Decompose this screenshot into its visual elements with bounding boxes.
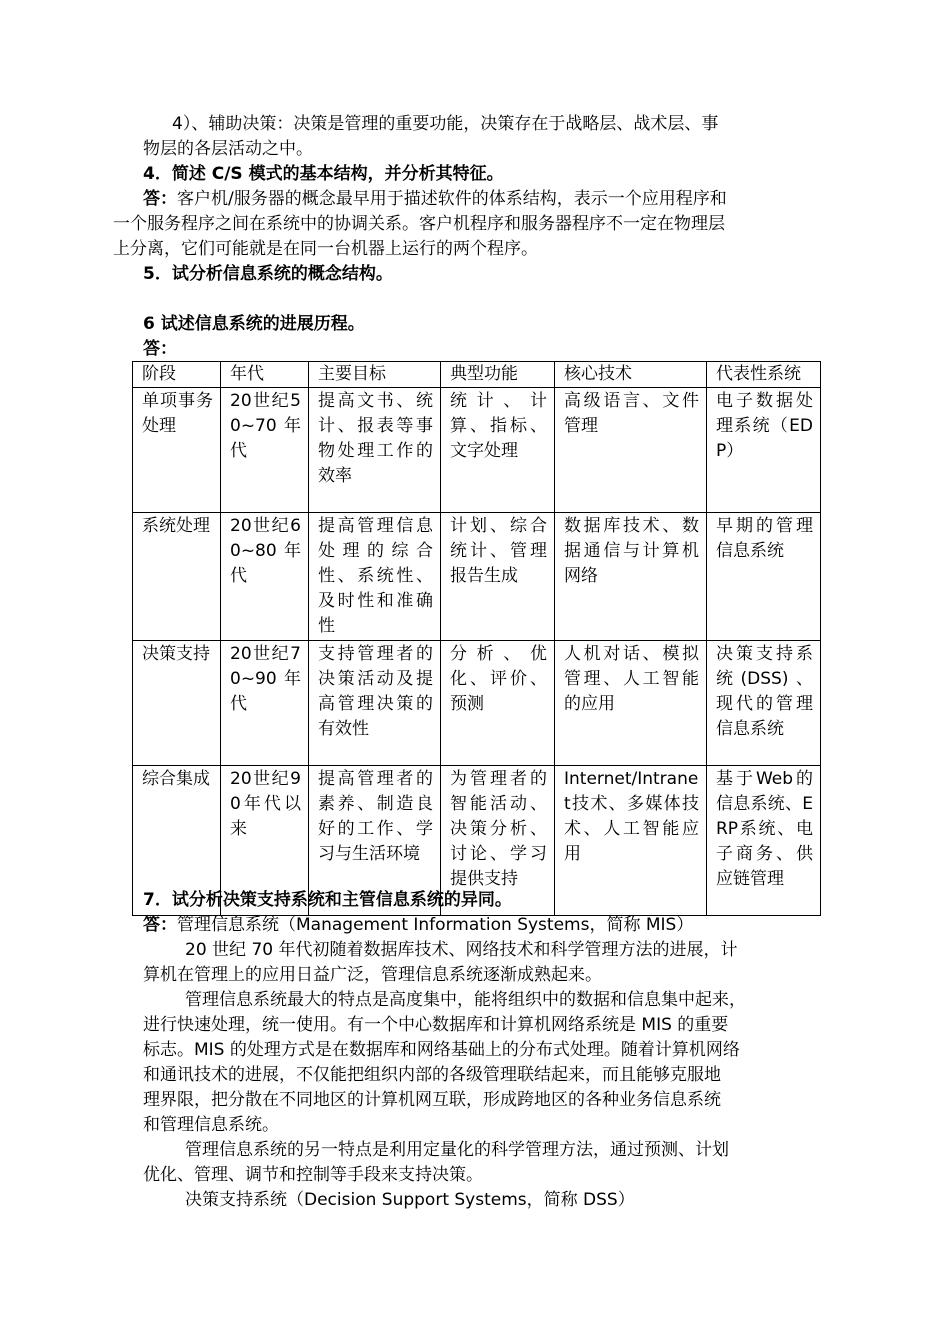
table-cell: 数据库技术、数据通信与计算机网络 [555, 513, 707, 641]
table-row [133, 513, 821, 641]
table-cell: 早期的管理信息系统 [707, 513, 821, 641]
question-heading: 6 试述信息系统的进展历程。 [143, 314, 365, 334]
table-cell: 20世纪90年代以来 [221, 766, 309, 916]
table-row [133, 388, 821, 513]
table-cell: 电子数据处理系统（EDP） [707, 388, 821, 513]
table-cell: 计划、综合统计、管理报告生成 [441, 513, 555, 641]
table-header-row [133, 362, 821, 388]
text-line: 客户机/服务器的概念最早用于描述软件的体系结构，表示一个应用程序和 [177, 189, 727, 209]
table-cell: 提高管理信息处理的综合性、系统性、及时性和准确性 [309, 513, 441, 641]
text-line: 一个服务程序之间在系统中的协调关系。客户机程序和服务器程序不一定在物理层 [113, 214, 725, 234]
text-line: 决策支持系统（Decision Support Systems，简称 DSS） [185, 1190, 635, 1210]
text-line: 标志。MIS 的处理方式是在数据库和网络基础上的分布式处理。随着计算机网络 [143, 1040, 740, 1060]
table-cell: 支持管理者的决策活动及提高管理决策的有效性 [309, 641, 441, 766]
table-cell: 单项事务处理 [133, 388, 221, 513]
text-line: 4）、辅助决策：决策是管理的重要功能，决策存在于战略层、战术层、事 [172, 114, 719, 134]
answer-label: 答： [143, 339, 177, 359]
text-line: 优化、管理、调节和控制等手段来支持决策。 [143, 1165, 483, 1185]
header-cell: 主要目标 [309, 362, 441, 388]
table-cell: 基于Web的信息系统、ERP系统、电子商务、供应链管理 [707, 766, 821, 916]
table-cell: 提高管理者的素养、制造良好的工作、学习与生活环境 [309, 766, 441, 916]
text-line: 上分离，它们可能就是在同一台机器上运行的两个程序。 [113, 239, 538, 259]
history-table [132, 361, 821, 916]
question-heading: 7．试分析决策支持系统和主管信息系统的异同。 [143, 890, 512, 910]
table-cell: Internet/Intranet技术、多媒体技术、人工智能应用 [555, 766, 707, 916]
table-row [133, 641, 821, 766]
table-cell: 决策支持系统(DSS)、现代的管理信息系统 [707, 641, 821, 766]
text-line: 管理信息系统最大的特点是高度集中，能将组织中的数据和信息集中起来， [185, 990, 746, 1010]
table-cell: 综合集成 [133, 766, 221, 916]
table-cell: 20世纪60~80年代 [221, 513, 309, 641]
text-line: 管理信息系统的另一特点是利用定量化的科学管理方法，通过预测、计划 [185, 1140, 729, 1160]
header-cell: 典型功能 [441, 362, 555, 388]
text-line: 20 世纪 70 年代初随着数据库技术、网络技术和科学管理方法的进展，计 [185, 940, 738, 960]
text-line: 进行快速处理，统一使用。有一个中心数据库和计算机网络系统是 MIS 的重要 [143, 1015, 729, 1035]
header-cell: 核心技术 [555, 362, 707, 388]
answer-label: 答： [143, 915, 177, 935]
answer-label: 答： [143, 189, 177, 209]
text-line: 算机在管理上的应用日益广泛，管理信息系统逐渐成熟起来。 [143, 965, 602, 985]
text-line: 和通讯技术的进展，不仅能把组织内部的各级管理联结起来，而且能够克服地 [143, 1065, 721, 1085]
header-cell: 年代 [221, 362, 309, 388]
text-line: 物层的各层活动之中。 [143, 139, 313, 159]
header-cell: 代表性系统 [707, 362, 821, 388]
table-cell: 系统处理 [133, 513, 221, 641]
table-cell: 高级语言、文件管理 [555, 388, 707, 513]
header-cell: 阶段 [133, 362, 221, 388]
text-line: 理界限，把分散在不同地区的计算机网互联，形成跨地区的各种业务信息系统 [143, 1090, 721, 1110]
table-cell: 统计、计算、指标、文字处理 [441, 388, 555, 513]
question-heading: 5．试分析信息系统的概念结构。 [143, 264, 393, 284]
text-line: 管理信息系统（Management Information Systems，简称 MIS） [177, 915, 694, 935]
table-cell: 20世纪50~70年代 [221, 388, 309, 513]
table-cell: 为管理者的智能活动、决策分析、讨论、学习提供支持 [441, 766, 555, 916]
table-cell: 20世纪70~90年代 [221, 641, 309, 766]
question-heading: 4．简述 C/S 模式的基本结构，并分析其特征。 [143, 164, 504, 184]
table-cell: 提高文书、统计、报表等事物处理工作的效率 [309, 388, 441, 513]
table-cell: 决策支持 [133, 641, 221, 766]
text-line: 和管理信息系统。 [143, 1115, 279, 1135]
table-cell: 人机对话、模拟管理、人工智能的应用 [555, 641, 707, 766]
table-cell: 分析、优化、评价、预测 [441, 641, 555, 766]
